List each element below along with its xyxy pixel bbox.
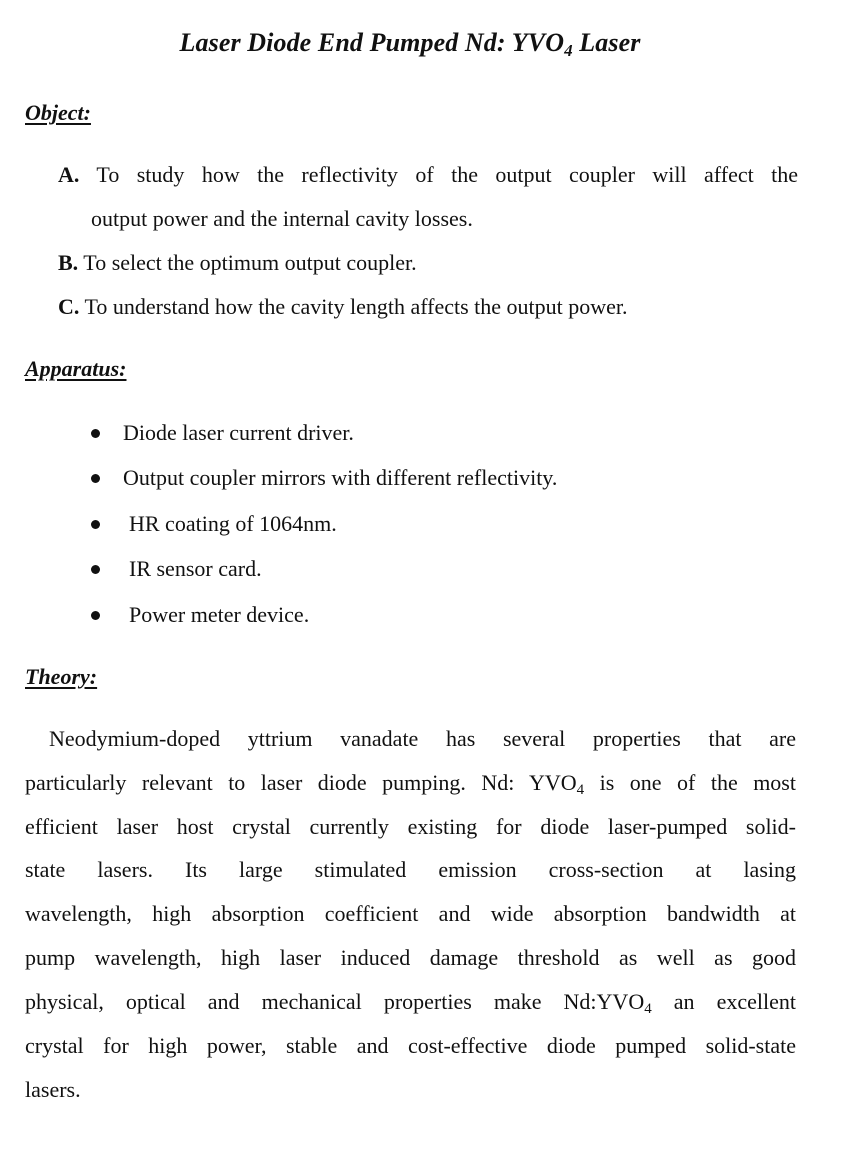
bullet-icon [91,520,100,529]
object-item-a [58,162,798,188]
bullet-icon [91,474,100,483]
object-item-letter: A. [58,162,80,187]
object-item-text: To select the optimum output coupler. [83,250,417,275]
apparatus-item: Power meter device. [129,602,310,627]
title-main: Laser Diode End Pumped Nd: YVO [179,28,565,57]
theory-line: state lasers. Its large stimulated emission cross-section at lasing [25,857,796,882]
bullet-icon [91,565,100,574]
apparatus-heading: Apparatus: [25,356,127,381]
theory-line: wavelength, high absorption coefficient and wide absorption bandwidth at [25,901,796,926]
theory-line-text: physical, optical and mechanical properties make Nd:YVO [25,989,645,1014]
object-item-b [58,250,798,276]
theory-line: crystal for high power, stable and cost-effective diode pumped solid-state [25,1033,796,1058]
object-item-letter: B. [58,250,79,275]
title-tail: Laser [572,28,641,57]
object-item-letter: C. [58,294,80,319]
theory-line: pump wavelength, high laser induced damage threshold as well as good [25,945,796,970]
apparatus-item: Diode laser current driver. [123,420,354,445]
object-item-text: To study how the reflectivity of the output coupler will affect the [96,162,798,187]
theory-line-subscript: 4 [576,782,585,798]
bullet-icon [91,429,100,438]
document-title [0,28,820,61]
theory-line [25,770,796,799]
theory-line-text: is one of the most [584,770,796,795]
object-item-a-continuation: output power and the internal cavity losses. [91,206,473,231]
theory-line-text: particularly relevant to laser diode pumping. Nd: YVO [25,770,577,795]
theory-line: lasers. [25,1077,81,1102]
theory-line: Neodymium-doped yttrium vanadate has several properties that are [49,726,796,751]
theory-line [25,989,796,1018]
title-subscript: 4 [564,41,573,60]
object-heading: Object: [25,100,91,125]
object-item-text: To understand how the cavity length affects the output power. [84,294,628,319]
theory-heading: Theory: [25,664,98,689]
apparatus-item: IR sensor card. [129,556,262,581]
apparatus-item: Output coupler mirrors with different reflectivity. [123,465,558,490]
bullet-icon [91,611,100,620]
theory-line-subscript: 4 [644,1001,652,1017]
theory-line-text: an excellent [651,989,796,1014]
theory-line: efficient laser host crystal currently existing for diode laser-pumped solid- [25,814,796,839]
apparatus-item: HR coating of 1064nm. [129,511,337,536]
object-item-c [58,294,798,320]
